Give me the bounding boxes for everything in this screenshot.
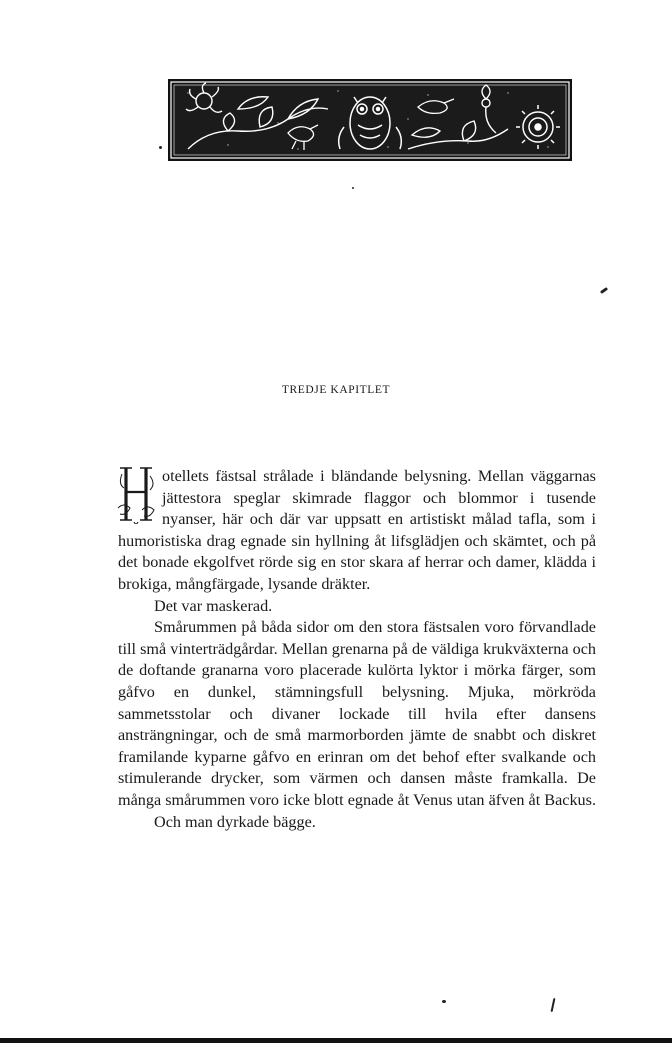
- paragraph: otellets fästsal strålade i bländande belysning. Mellan väggarnas jättestora speglar skimrade flaggor och blommor i tusende nyanser, här och där var uppsatt en artistiskt målad tafla, som i humoristiska drag egnade sin hyllning åt lifsglädjen och skämtet, och på det bonade ekgolfvet rörde sig en stor skara af herrar och damer, klädda i brokiga, mångfärgade, lysande dräkter.: [118, 467, 596, 593]
- chapter-heading: TREDJE KAPITLET: [281, 384, 391, 396]
- chapter-body: [118, 466, 596, 833]
- paragraph: Och man dyrkade bägge.: [154, 812, 316, 831]
- print-speck: [159, 146, 162, 149]
- paragraph: Det var maskerad.: [154, 596, 273, 615]
- page-bottom-edge: [0, 1038, 672, 1043]
- decorative-headpiece: [168, 79, 572, 161]
- print-speck: [551, 998, 556, 1012]
- paragraph: Smårummen på båda sidor om den stora fästsalen voro förvandlade till små vinterträdgårdar. Mellan grenarna på de väldiga krukväxterna och de doftande granarna voro placerade kulörta lyktor i mörka färger, som gåfvo en dunkel, stämningsfull belysning. Mjuka, mörkröda sammetsstolar och divaner lockade till hvila efter dansens ansträngningar, och de små marmorborden jämte de snabbt och diskret framilande kyparne gåfvo en erinran om det behof efter svalkande och stimulerande drycker, som värmen och dansen måste framkalla. De många smårummen voro icke blott egnade åt Venus utan äfven åt Backus.: [118, 618, 596, 809]
- print-speck: [352, 187, 354, 189]
- print-speck: [442, 1000, 446, 1003]
- dropcap-letter: [116, 464, 158, 524]
- print-speck: [600, 287, 608, 294]
